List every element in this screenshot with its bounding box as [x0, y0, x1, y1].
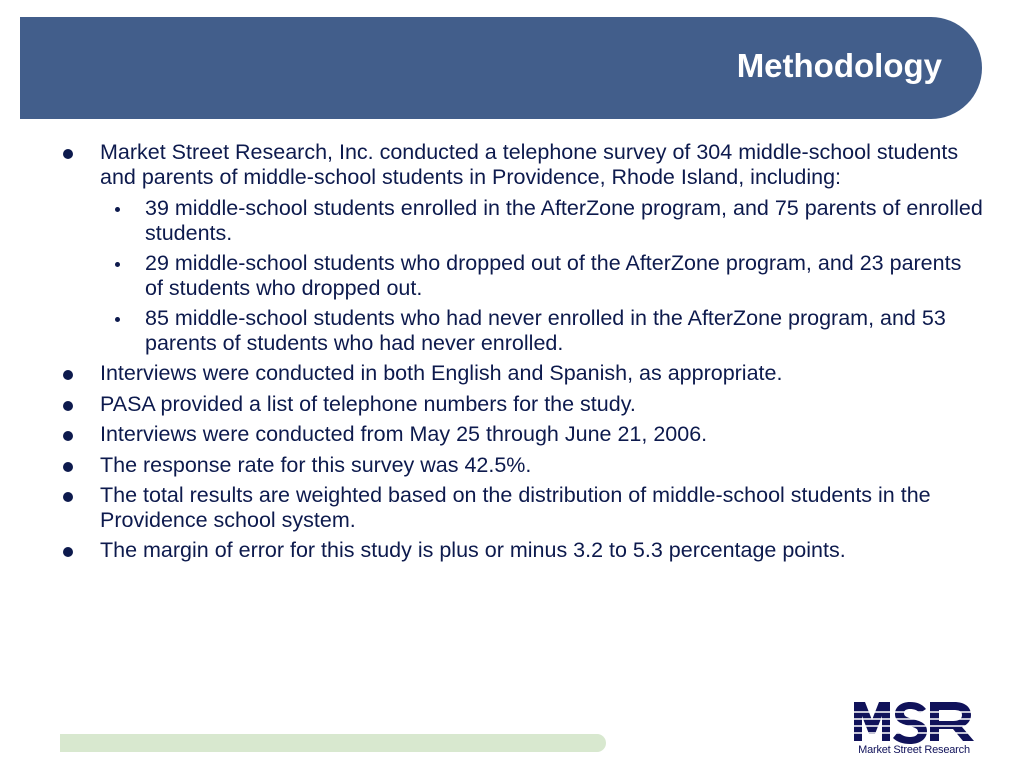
footer-bar	[60, 734, 606, 752]
bullet-dot-icon	[63, 547, 73, 557]
bullet-text: PASA provided a list of telephone numbers for the study.	[100, 391, 636, 416]
sub-bullet-text: 85 middle-school students who had never enrolled in the AfterZone program, and 53 parents of students who had never enrolled.	[145, 306, 946, 355]
bullet-text: The response rate for this survey was 42.5%.	[100, 452, 532, 477]
sub-bullet-item	[100, 251, 985, 300]
sub-bullet-dot-icon	[115, 207, 120, 212]
logo-caption: Market Street Research	[858, 744, 970, 756]
bullet-list	[60, 140, 985, 569]
bullet-text: The margin of error for this study is plus or minus 3.2 to 5.3 percentage points.	[100, 538, 846, 562]
bullet-text: Interviews were conducted in both English and Spanish, as appropriate.	[100, 361, 783, 385]
bullet-dot-icon	[63, 431, 73, 441]
sub-bullet-list	[100, 196, 985, 355]
bullet-text: Interviews were conducted from May 25 through June 21, 2006.	[100, 422, 708, 446]
bullet-item	[60, 483, 985, 532]
bullet-dot-icon	[63, 492, 73, 502]
bullet-item	[60, 392, 985, 417]
slide-title: Methodology	[736, 47, 942, 84]
bullet-text: The total results are weighted based on the distribution of middle-school students in the Providence school system.	[100, 483, 931, 532]
sub-bullet-text: 39 middle-school students enrolled in the AfterZone program, and 75 parents of enrolled students.	[145, 196, 983, 245]
bullet-item	[60, 422, 985, 447]
bullet-dot-icon	[63, 370, 73, 380]
sub-bullet-dot-icon	[115, 317, 120, 322]
bullet-item	[60, 361, 985, 386]
msr-logo	[850, 698, 978, 760]
bullet-item	[60, 453, 985, 478]
sub-bullet-item	[100, 306, 985, 355]
bullet-dot-icon	[63, 149, 73, 159]
bullet-text: Market Street Research, Inc. conducted a telephone survey of 304 middle-school students and parents of middle-school students in Providence, Rhode Island, including:	[100, 140, 959, 189]
sub-bullet-item	[100, 196, 985, 245]
bullet-item	[60, 140, 985, 355]
sub-bullet-dot-icon	[115, 262, 120, 267]
msr-logo-mark-icon	[850, 698, 978, 744]
bullet-dot-icon	[63, 462, 73, 472]
bullet-item	[60, 538, 985, 563]
bullet-dot-icon	[63, 401, 73, 411]
sub-bullet-text: 29 middle-school students who dropped out of the AfterZone program, and 23 parents of students who dropped out.	[145, 251, 962, 300]
